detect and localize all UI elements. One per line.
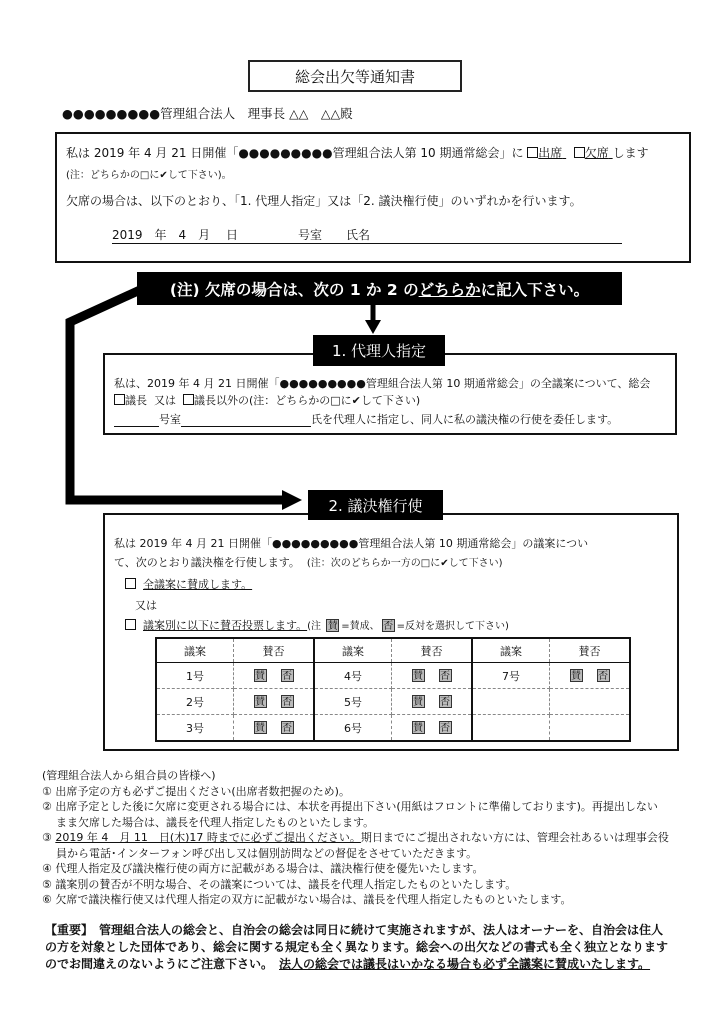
vote-cell-empty bbox=[550, 715, 630, 742]
date-name-line[interactable]: 2019 年 4 月 日 号室 氏名 bbox=[112, 226, 622, 244]
note-5: ⑤ 議案別の賛否が不明な場合、その議案については、議長を代理人指定したものといたします。 bbox=[42, 877, 517, 891]
header-cell: 議案 bbox=[472, 638, 550, 663]
voting-line2-note: (注：次のどちらか一方の□に✔して下さい) bbox=[306, 558, 503, 569]
note-3-rest: 期日までにご提出されない方には、管理会社あるいは理事会役 bbox=[360, 831, 669, 844]
agenda-number: 1号 bbox=[156, 663, 234, 689]
notes-heading: (管理組合法人から組合員の皆様へ) bbox=[42, 769, 216, 782]
note-2-cont: まま欠席した場合は、議長を代理人指定したものといたします。 bbox=[56, 815, 375, 829]
vote-cell bbox=[234, 663, 314, 689]
arrow-right-head bbox=[282, 490, 302, 510]
vote-each-label: 議案別に以下に賛否投票します。 bbox=[143, 619, 308, 632]
or-label: 又は bbox=[154, 394, 176, 407]
note-6: ⑥ 欠席で議決権行使又は代理人指定の双方に記載がない場合は、議長を代理人指定したものといたします。 bbox=[42, 893, 572, 906]
note-3-cont: 員から電話･インターフォン呼び出し又は個別訪問などの督促をさせていただきます。 bbox=[56, 846, 478, 860]
banner-text-emphasis: どちらか bbox=[418, 280, 481, 299]
agenda-number: 6号 bbox=[314, 715, 392, 742]
vote-all-checkbox[interactable] bbox=[125, 578, 136, 589]
voting-or: 又は bbox=[135, 599, 157, 612]
header-cell: 議案 bbox=[156, 638, 234, 663]
vote-each-note-pre: (注 bbox=[307, 621, 325, 632]
note-3-deadline: 2019 年 4 月 11 日(木)17 時までに必ずご提出ください。 bbox=[55, 831, 361, 844]
important-line3-emphasis: 法人の総会では議長はいかなる場合も必ず全議案に賛成いたします。 bbox=[279, 957, 651, 971]
approve-option[interactable]: 賛 bbox=[413, 723, 424, 734]
header-cell: 賛否 bbox=[392, 638, 472, 663]
absence-instruction-banner bbox=[137, 272, 622, 305]
note-1: ① 出席予定の方も必ずご提出ください(出席者数把握のため)。 bbox=[42, 784, 350, 798]
vote-table-header bbox=[156, 638, 630, 663]
vote-cell-empty bbox=[550, 689, 630, 715]
reject-option[interactable]: 否 bbox=[282, 697, 293, 708]
absent-label: 欠席 bbox=[584, 146, 609, 160]
agenda-number: 7号 bbox=[472, 663, 550, 689]
table-row bbox=[156, 663, 630, 689]
reject-option[interactable]: 否 bbox=[282, 723, 293, 734]
vote-each-option[interactable] bbox=[125, 617, 509, 633]
document-title-text: 総会出欠等通知書 bbox=[294, 67, 415, 86]
agenda-number-empty bbox=[472, 715, 550, 742]
proxy-line1: 私は、2019 年 4 月 21 日開催「●●●●●●●●●管理組合法人第 10 期通常総会」の全議案について、総会 bbox=[114, 377, 651, 390]
proxy-section-label: 1. 代理人指定 bbox=[313, 335, 445, 366]
voting-section-label: 2. 議決権行使 bbox=[308, 490, 443, 520]
note-3-num: ③ bbox=[42, 831, 56, 844]
chair-checkbox[interactable] bbox=[114, 394, 125, 405]
voting-line2 bbox=[114, 554, 503, 570]
attendance-line1-text: 私は 2019 年 4 月 21 日開催「●●●●●●●●●管理組合法人第 10 期通常総会」に bbox=[66, 146, 528, 160]
banner-text-post: に記入下さい。 bbox=[480, 280, 590, 299]
important-line1: 【重要】 管理組合法人の総会と、自治会の総会は同日に続けて実施されますが、法人はオーナーを、自治会は住人 bbox=[45, 923, 664, 937]
approve-option[interactable]: 賛 bbox=[413, 697, 424, 708]
room-label: 号室 bbox=[159, 413, 181, 426]
other-checkbox[interactable] bbox=[183, 394, 194, 405]
approve-option[interactable]: 賛 bbox=[255, 697, 266, 708]
table-row bbox=[156, 715, 630, 742]
table-row bbox=[156, 689, 630, 715]
approve-legend: =賛成、 bbox=[341, 621, 380, 632]
note-4: ④ 代理人指定及び議決権行使の両方に記載がある場合は、議決権行使を優先いたします。 bbox=[42, 862, 484, 875]
addressee: ●●●●●●●●●管理組合法人 理事長 △△ △△殿 bbox=[62, 106, 353, 121]
reject-option[interactable]: 否 bbox=[440, 723, 451, 734]
note-2: ② 出席予定とした後に欠席に変更される場合には、本状を再提出下さい(用紙はフロントに準備しております)。再提出しない bbox=[42, 800, 658, 813]
attendance-line1-end: します bbox=[612, 146, 649, 160]
attendance-note: (注：どちらかの□に✔して下さい)。 bbox=[66, 170, 232, 181]
approve-glyph-icon: 賛 bbox=[327, 621, 338, 632]
important-notice bbox=[45, 922, 668, 973]
header-cell: 賛否 bbox=[234, 638, 314, 663]
chair-label: 議長 bbox=[125, 394, 147, 407]
approve-option[interactable]: 賛 bbox=[571, 671, 582, 682]
agenda-number: 5号 bbox=[314, 689, 392, 715]
approve-option[interactable]: 賛 bbox=[413, 671, 424, 682]
vote-cell bbox=[234, 689, 314, 715]
proxy-name-field[interactable] bbox=[181, 413, 311, 427]
proxy-line2 bbox=[114, 392, 420, 408]
agenda-number: 2号 bbox=[156, 689, 234, 715]
other-label: 議長以外の(注：どちらかの□に✔して下さい) bbox=[194, 394, 421, 407]
voting-line2-text: て、次のとおり議決権を行使します。 bbox=[114, 556, 300, 569]
reject-option[interactable]: 否 bbox=[282, 671, 293, 682]
important-line3 bbox=[45, 956, 668, 973]
reject-legend: =反対を選択して下さい) bbox=[396, 621, 509, 632]
reject-glyph-icon: 否 bbox=[383, 621, 394, 632]
header-cell: 賛否 bbox=[550, 638, 630, 663]
agenda-number: 4号 bbox=[314, 663, 392, 689]
vote-cell bbox=[392, 689, 472, 715]
vote-cell bbox=[234, 715, 314, 742]
reject-option[interactable]: 否 bbox=[440, 671, 451, 682]
approve-option[interactable]: 賛 bbox=[255, 723, 266, 734]
note-3 bbox=[42, 830, 669, 846]
vote-cell bbox=[392, 715, 472, 742]
proxy-line3 bbox=[114, 411, 618, 427]
voting-line1: 私は 2019 年 4 月 21 日開催「●●●●●●●●●管理組合法人第 10 期通常総会」の議案につい bbox=[114, 537, 589, 550]
proxy-line3-text: 氏を代理人に指定し、同人に私の議決権の行使を委任します。 bbox=[311, 413, 619, 426]
agenda-number: 3号 bbox=[156, 715, 234, 742]
agenda-number-empty bbox=[472, 689, 550, 715]
arrow-down-head bbox=[365, 320, 381, 334]
header-cell: 議案 bbox=[314, 638, 392, 663]
reject-option[interactable]: 否 bbox=[598, 671, 609, 682]
vote-all-label: 全議案に賛成します。 bbox=[143, 578, 253, 591]
vote-table bbox=[155, 637, 631, 742]
attend-label: 出席 bbox=[538, 146, 563, 160]
approve-option[interactable]: 賛 bbox=[255, 671, 266, 682]
vote-all-option[interactable] bbox=[125, 576, 252, 592]
vote-cell bbox=[392, 663, 472, 689]
vote-each-checkbox[interactable] bbox=[125, 619, 136, 630]
room-number-field[interactable] bbox=[114, 413, 159, 427]
banner-text-pre: (注) 欠席の場合は、次の 1 か 2 の bbox=[169, 280, 419, 299]
notes-section bbox=[42, 768, 669, 908]
important-line2: の方を対象とした団体であり、総会に関する規定も全く異なります。総会への出欠などの書式も全く独立となります bbox=[45, 940, 669, 954]
vote-cell bbox=[550, 663, 630, 689]
reject-option[interactable]: 否 bbox=[440, 697, 451, 708]
attendance-line2: 欠席の場合は、以下のとおり、「1. 代理人指定」又は「2. 議決権行使」のいずれかを行います。 bbox=[66, 194, 582, 208]
important-line3-pre: のでお間違えのないようにご注意下さい。 bbox=[45, 957, 280, 971]
